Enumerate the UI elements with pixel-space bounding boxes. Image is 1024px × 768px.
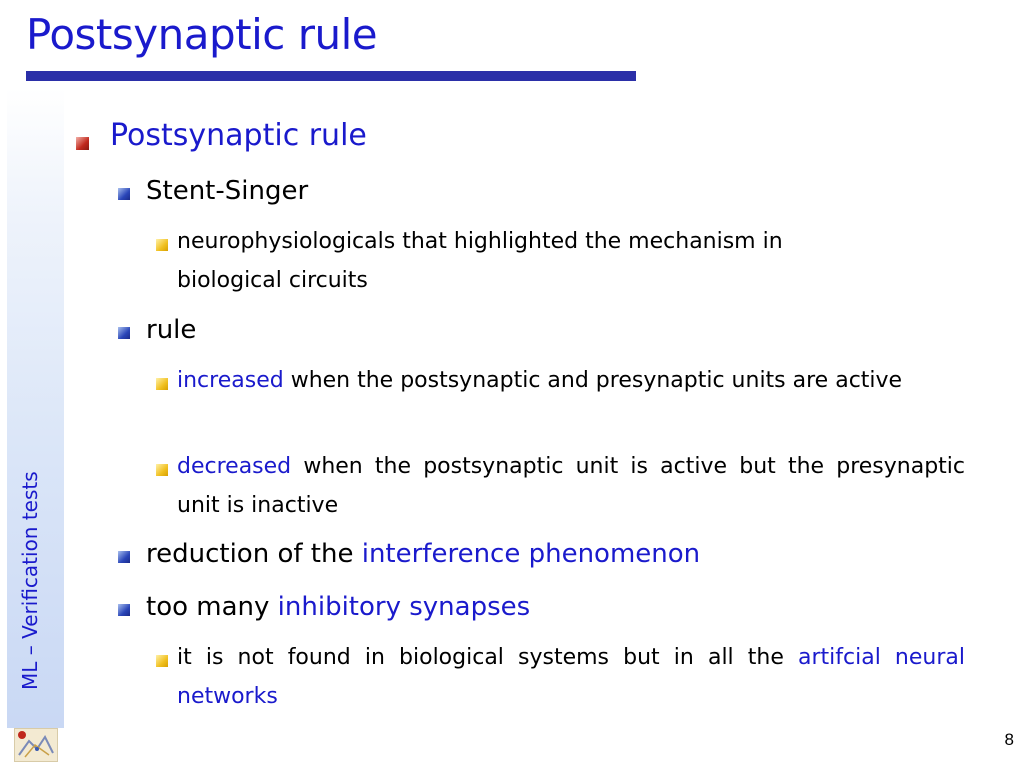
too-many-note bbox=[177, 638, 965, 716]
artificial-neural-networks-term: artifcial neural networks bbox=[177, 645, 965, 709]
side-label: ML – Verification tests bbox=[18, 471, 42, 690]
item-stent-singer: Stent-Singer bbox=[146, 176, 309, 206]
rule-increased bbox=[177, 361, 965, 400]
logo-image bbox=[14, 728, 58, 762]
decreased-description: when the postsynaptic unit is active but the presynaptic unit is inactive bbox=[177, 454, 965, 518]
slide-title: Postsynaptic rule bbox=[26, 10, 378, 59]
item-rule: rule bbox=[146, 315, 197, 345]
logo-graphic bbox=[15, 729, 57, 761]
level2-bullet-icon bbox=[118, 188, 130, 200]
level2-bullet-icon bbox=[118, 604, 130, 616]
rule-decreased bbox=[177, 447, 965, 525]
level3-bullet-icon bbox=[156, 378, 168, 390]
inhibitory-synapses-term: inhibitory synapses bbox=[277, 592, 531, 622]
level1-bullet-icon bbox=[76, 137, 89, 150]
item-reduction bbox=[146, 539, 700, 569]
increased-description: when the postsynaptic and presynaptic units are active bbox=[283, 368, 903, 393]
level3-bullet-icon bbox=[156, 655, 168, 667]
too-many-prefix: too many bbox=[146, 592, 278, 622]
stent-singer-note-line1: neurophysiologicals that highlighted the mechanism in bbox=[177, 229, 783, 254]
level3-bullet-icon bbox=[156, 464, 168, 476]
level2-bullet-icon bbox=[118, 327, 130, 339]
increased-keyword: increased bbox=[177, 368, 284, 393]
level2-bullet-icon bbox=[118, 551, 130, 563]
page-number: 8 bbox=[1004, 730, 1014, 749]
stent-singer-note-line2: biological circuits bbox=[177, 268, 368, 293]
item-too-many bbox=[146, 592, 530, 622]
heading-postsynaptic-rule: Postsynaptic rule bbox=[110, 118, 367, 153]
title-underline bbox=[26, 71, 636, 81]
reduction-prefix: reduction of the bbox=[146, 539, 362, 569]
stent-singer-note bbox=[177, 222, 965, 300]
decreased-keyword: decreased bbox=[177, 454, 292, 479]
too-many-note-text: it is not found in biological systems but in all the bbox=[177, 645, 798, 670]
level3-bullet-icon bbox=[156, 239, 168, 251]
interference-phenomenon-term: interference phenomenon bbox=[361, 539, 701, 569]
